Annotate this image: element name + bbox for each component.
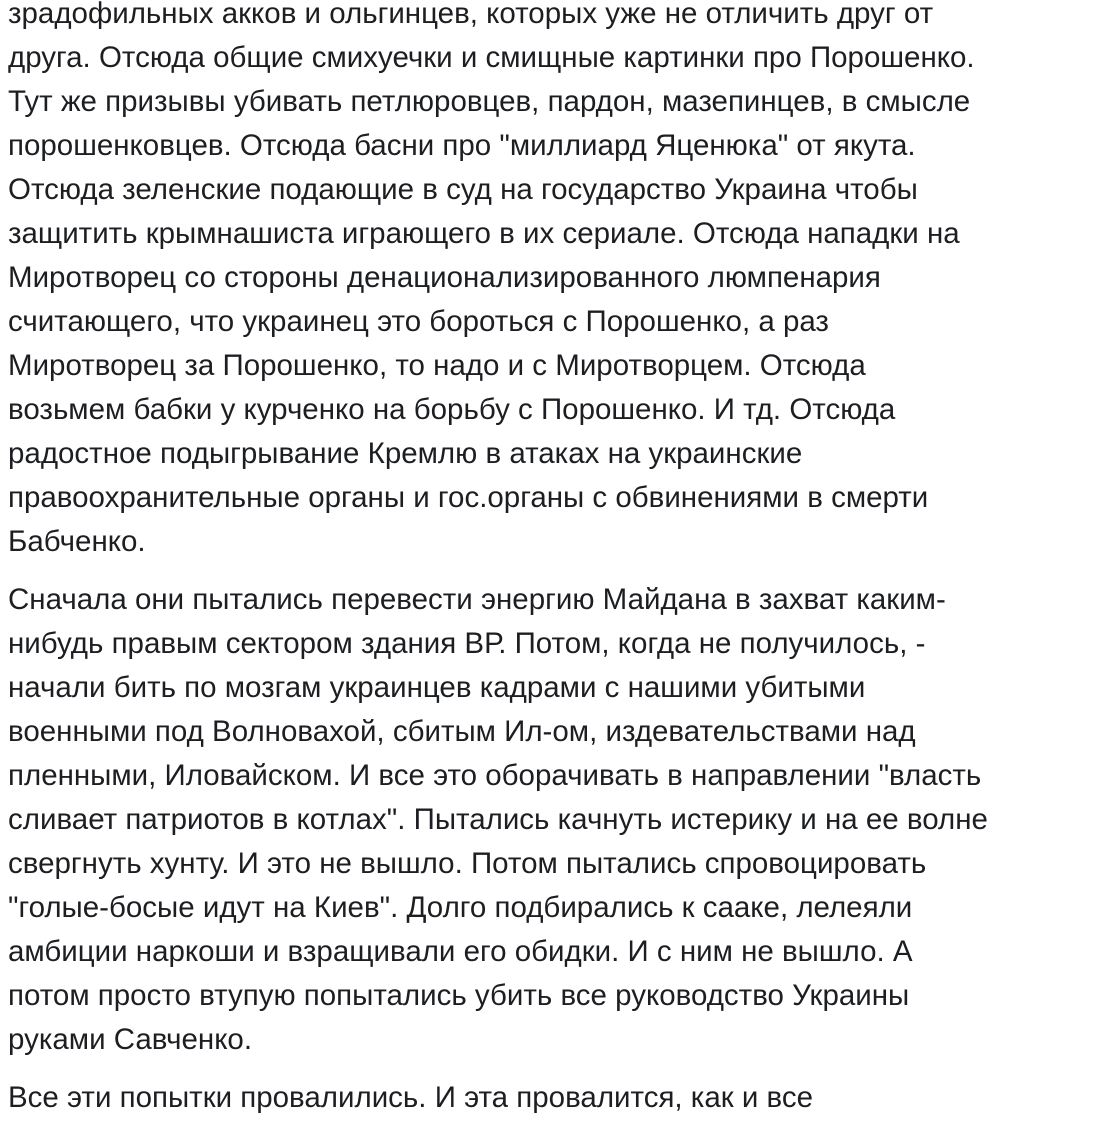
text-line: Бабченко. bbox=[8, 525, 146, 558]
text-line: Миротворец за Порошенко, то надо и с Миротворцем. Отсюда bbox=[8, 349, 866, 382]
text-line: порошенковцев. Отсюда басни про "миллиард Яценюка" от якута. bbox=[8, 129, 916, 162]
post-text bbox=[8, 0, 1108, 1134]
text-line: радостное подыгрывание Кремлю в атаках на украинские bbox=[8, 437, 803, 470]
text-line: руками Савченко. bbox=[8, 1023, 253, 1056]
text-line: свергнуть хунту. И это не вышло. Потом пытались спровоцировать bbox=[8, 847, 927, 880]
text-line: нибудь правым сектором здания ВР. Потом, когда не получилось, - bbox=[8, 627, 926, 660]
text-line: пленными, Иловайском. И все это оборачивать в направлении "власть bbox=[8, 759, 982, 792]
paragraph-1 bbox=[8, 0, 1108, 564]
text-line: друга. Отсюда общие смихуечки и смищные картинки про Порошенко. bbox=[8, 41, 975, 74]
paragraph-2 bbox=[8, 578, 1108, 1062]
text-line: зрадофильных акков и ольгинцев, которых уже не отличить друг от bbox=[8, 0, 934, 30]
paragraph-3 bbox=[8, 1076, 1108, 1120]
text-line: защитить крымнашиста играющего в их сериале. Отсюда нападки на bbox=[8, 217, 960, 250]
text-line: считающего, что украинец это бороться с Порошенко, а раз bbox=[8, 305, 829, 338]
text-line: Миротворец со стороны денационализированного люмпенария bbox=[8, 261, 881, 294]
text-line: начали бить по мозгам украинцев кадрами с нашими убитыми bbox=[8, 671, 866, 704]
text-line: потом просто втупую попытались убить все руководство Украины bbox=[8, 979, 910, 1012]
text-line: Тут же призывы убивать петлюровцев, пардон, мазепинцев, в смысле bbox=[8, 85, 971, 118]
text-line: возьмем бабки у курченко на борьбу с Порошенко. И тд. Отсюда bbox=[8, 393, 896, 426]
text-line: Отсюда зеленские подающие в суд на государство Украина чтобы bbox=[8, 173, 918, 206]
text-line: "голые-босые идут на Киев". Долго подбирались к сааке, лелеяли bbox=[8, 891, 913, 924]
text-line: правоохранительные органы и гос.органы с обвинениями в смерти bbox=[8, 481, 929, 514]
text-line: Все эти попытки провалились. И эта провалится, как и все bbox=[8, 1081, 814, 1114]
text-line: Сначала они пытались перевести энергию Майдана в захват каким- bbox=[8, 583, 946, 616]
text-line: амбиции наркоши и взращивали его обидки. И с ним не вышло. А bbox=[8, 935, 913, 968]
text-line: военными под Волновахой, сбитым Ил-ом, издевательствами над bbox=[8, 715, 916, 748]
text-line: сливает патриотов в котлах". Пытались качнуть истерику и на ее волне bbox=[8, 803, 988, 836]
